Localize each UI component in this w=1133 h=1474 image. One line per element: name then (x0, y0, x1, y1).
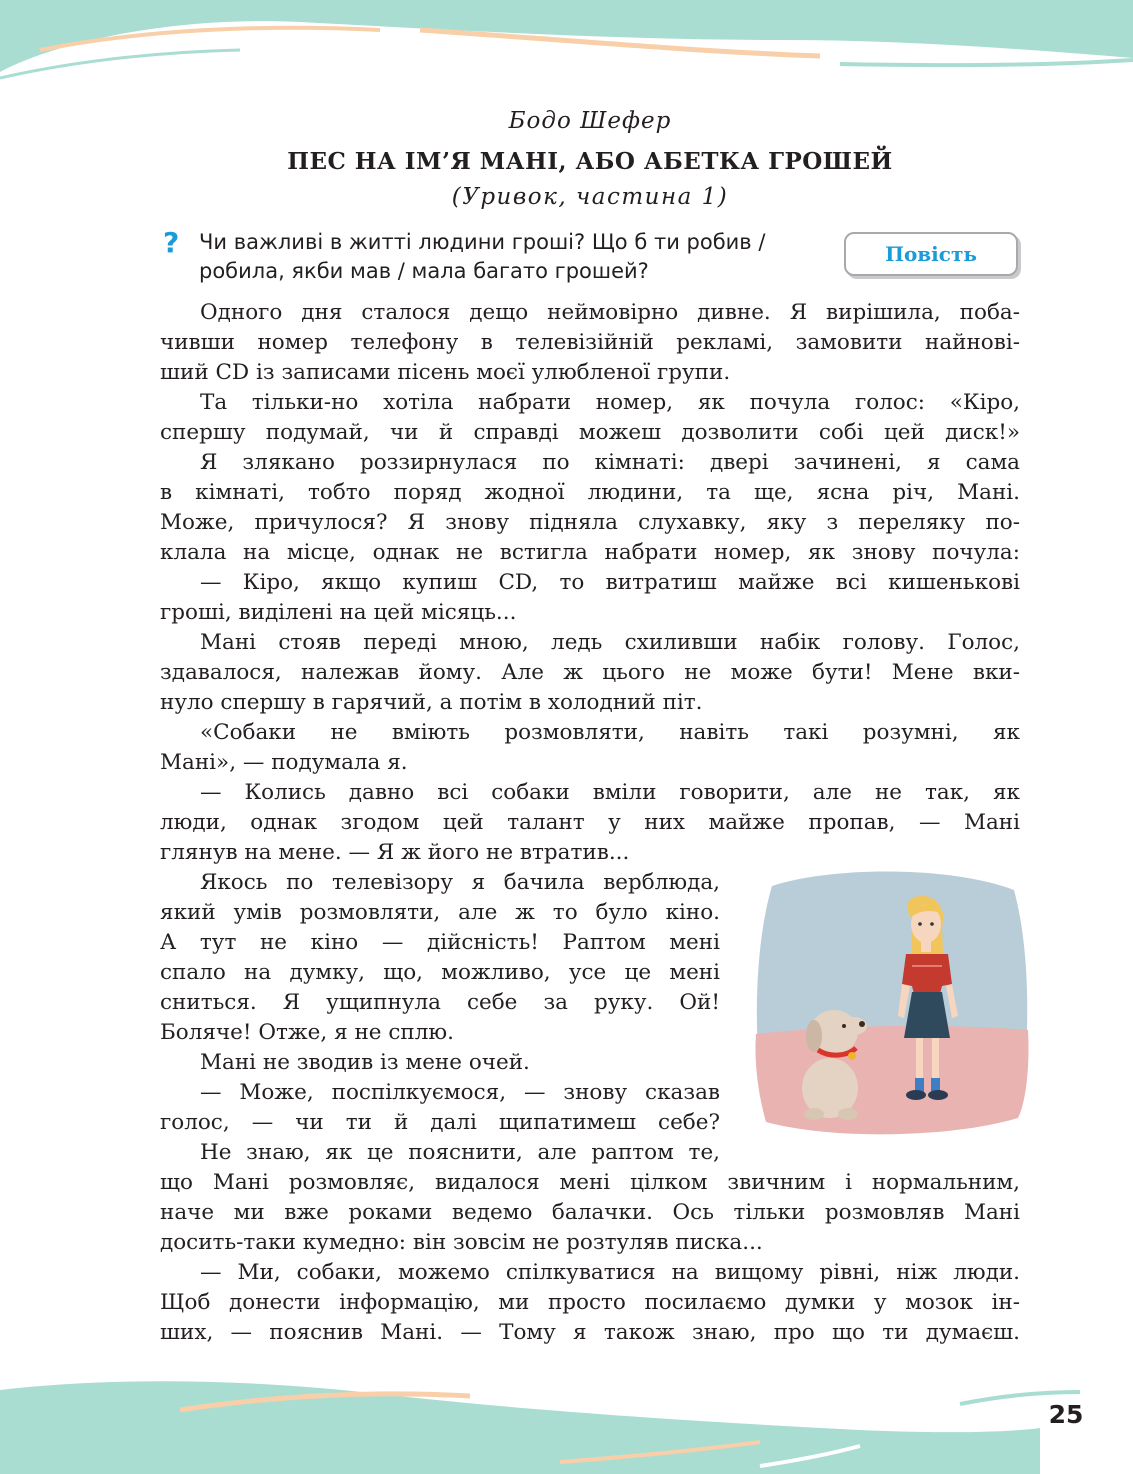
paragraph-line: глянув на мене. — Я ж його не втратив... (160, 840, 630, 865)
paragraph-line: ших, — пояснив Мані. — Тому я також знаю, про що ти думаєш. (160, 1320, 1020, 1345)
paragraph: Я злякано роззирнулася по кімнаті: двері зачинені, я сама (200, 450, 1020, 475)
paragraph: — Колись давно всі собаки вміли говорити, але не так, як (200, 780, 1020, 805)
page-number: 25 (1048, 1400, 1084, 1429)
paragraph-line: Може, причулося? Я знову підняла слухавку, яку з переляку по- (160, 510, 1020, 535)
top-wave-decoration (0, 0, 1133, 90)
paragraph: «Собаки не вміють розмовляти, навіть такі розумні, як (200, 720, 1020, 745)
question-mark-icon: ? (163, 226, 180, 259)
pre-reading-question (199, 228, 839, 286)
paragraph-line: здавалося, належав йому. Але ж цього не може бути! Мене вки- (160, 660, 1020, 685)
paragraph: Не знаю, як це пояснити, але раптом те, (200, 1140, 720, 1165)
paragraph-line: досить-таки кумедно: він зовсім не розтуляв писка... (160, 1230, 763, 1255)
paragraph-line: Мані», — подумала я. (160, 750, 408, 775)
paragraph: Та тільки-но хотіла набрати номер, як почула голос: «Кіро, (200, 390, 1020, 415)
author-name: Бодо Шефер (508, 108, 672, 134)
paragraph-line: наче ми вже роками ведемо балачки. Ось тільки розмовляв Мані (160, 1200, 1020, 1225)
paragraph: Мані стояв переді мною, ледь схиливши набік голову. Голос, (200, 630, 1020, 655)
genre-label: Повість (844, 232, 1018, 276)
story-text (160, 298, 1020, 1348)
paragraph: — Кіро, якщо купиш CD, то витратиш майже всі кишенькові (200, 570, 1020, 595)
paragraph-line: голос, — чи ти й далі щипатимеш себе? (160, 1110, 720, 1135)
paragraph-line: Боляче! Отже, я не сплю. (160, 1020, 454, 1045)
question-line: робила, якби мав / мала багато грошей? (199, 259, 649, 283)
girl-and-dog-illustration (752, 866, 1030, 1138)
bottom-wave-decoration (0, 1370, 1133, 1474)
paragraph-line: А тут не кіно — дійсність! Раптом мені (160, 930, 720, 955)
paragraph: Одного дня сталося дещо неймовірно дивне. Я вирішила, поба- (200, 300, 1020, 325)
question-line: Чи важливі в житті людини гроші? Що б ти робив / (199, 230, 766, 254)
paragraph: Мані не зводив із мене очей. (200, 1050, 530, 1075)
paragraph-line: в кімнаті, тобто поряд жодної людини, та ще, ясна річ, Мані. (160, 480, 1020, 505)
paragraph: Якось по телевізору я бачила верблюда, (200, 870, 720, 895)
paragraph-line: Щоб донести інформацію, ми просто посилаємо думки у мозок ін- (160, 1290, 1020, 1315)
story-title: ПЕС НА ІМ’Я МАНІ, АБО АБЕТКА ГРОШЕЙ (287, 148, 893, 175)
paragraph-line: що Мані розмовляє, видалося мені цілком звичним і нормальним, (160, 1170, 1020, 1195)
paragraph-line: спершу подумай, чи й справді можеш дозволити собі цей диск!» (160, 420, 1020, 445)
paragraph-line: нуло спершу в гарячий, а потім в холодний піт. (160, 690, 703, 715)
paragraph-line: люди, однак згодом цей талант у них майже пропав, — Мані (160, 810, 1020, 835)
paragraph-line: сниться. Я ущипнула себе за руку. Ой! (160, 990, 720, 1015)
paragraph-line: який умів розмовляти, але ж то було кіно. (160, 900, 720, 925)
paragraph: — Може, поспілкуємося, — знову сказав (200, 1080, 720, 1105)
paragraph-line: гроші, виділені на цей місяць... (160, 600, 517, 625)
story-subtitle: (Уривок, частина 1) (451, 184, 729, 210)
paragraph-line: клала на місце, однак не встигла набрати номер, як знову почула: (160, 540, 1020, 565)
paragraph-line: спало на думку, що, можливо, усе це мені (160, 960, 720, 985)
paragraph-line: ший CD із записами пісень моєї улюбленої групи. (160, 360, 731, 385)
paragraph: — Ми, собаки, можемо спілкуватися на вищому рівні, ніж люди. (200, 1260, 1020, 1285)
paragraph-line: чивши номер телефону в телевізійній рекламі, замовити найнові- (160, 330, 1020, 355)
